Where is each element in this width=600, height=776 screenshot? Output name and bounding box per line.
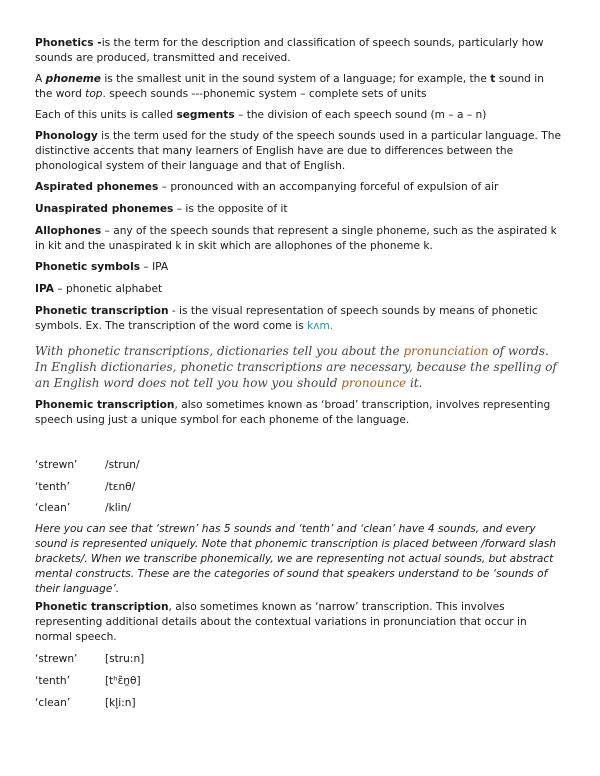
- paragraph-phonetic-transcription: Phonetic transcription - is the visual representation of speech sounds by means of phonetic symbols. Ex. The transcription of the word come is kʌm.: [35, 305, 538, 332]
- ipa-link[interactable]: kʌm.: [307, 320, 334, 332]
- paragraph-phonemic-transcription: Phonemic transcription, also sometimes known as ‘broad’ transcription, involves representing speech using just a unique symbol for each phoneme of the language.: [35, 399, 551, 426]
- paragraph-phonology: Phonology is the term used for the study of the speech sounds used in a particular language. The distinctive accents that many learners of English have are due to differences between the phonological system of their language and that of English.: [35, 130, 561, 172]
- paragraph-explanation: Here you can see that ‘strewn’ has 5 sounds and ‘tenth’ and ‘clean’ have 4 sounds, and every sound is represented uniquely. Note that phonemic transcription is placed between /forward slash brackets/. When we transcribe phonemically, we are representing not actual sounds, but abstract mental constructs. These are the categories of sound that speakers understand to be ‘sounds of their language’.: [35, 523, 556, 595]
- term: segments: [176, 109, 235, 121]
- paragraph-segments: Each of this units is called segments – the division of each speech sound (m – a – n): [35, 109, 487, 121]
- example-row: ‘strewn’ [stru:n]: [35, 653, 145, 665]
- term: phoneme: [45, 73, 101, 85]
- paragraph-narrow-transcription: Phonetic transcription, also sometimes known as ‘narrow’ transcription. This involves representing additional details about the contextual variations in pronunciation that occur in normal speech.: [35, 601, 527, 643]
- example-row: ‘tenth’ /tɛnθ/: [35, 481, 136, 493]
- term: Phonetic transcription: [35, 601, 169, 613]
- paragraph-ipa: IPA – phonetic alphabet: [35, 283, 163, 295]
- term: Unaspirated phonemes: [35, 203, 174, 215]
- term: Allophones: [35, 225, 102, 237]
- pronunciation-link[interactable]: pronunciation: [403, 344, 489, 358]
- paragraph-unaspirated: Unaspirated phonemes – is the opposite of it: [35, 203, 288, 215]
- example-row: ‘strewn’ /strun/: [35, 459, 140, 471]
- term: Phonetics -: [35, 37, 102, 49]
- example-row: ‘tenth’ [tʰɛ̃n̪θ]: [35, 675, 141, 687]
- pronounce-link[interactable]: pronounce: [341, 376, 407, 390]
- paragraph-aspirated: Aspirated phonemes – pronounced with an accompanying forceful of expulsion of air: [35, 181, 499, 193]
- paragraph-phonetic-symbols: Phonetic symbols – IPA: [35, 261, 169, 273]
- paragraph-phoneme: A phoneme is the smallest unit in the sound system of a language; for example, the t sound in the word top. speech sounds ---phonemic system – complete sets of units: [35, 73, 544, 100]
- example-row: ‘clean’ /klin/: [35, 502, 131, 514]
- term: Phonemic transcription: [35, 399, 175, 411]
- term: Phonology: [35, 130, 98, 142]
- term: Aspirated phonemes: [35, 181, 159, 193]
- paragraph-allophones: Allophones – any of the speech sounds that represent a single phoneme, such as the aspirated k in kit and the unaspirated k in skit which are allophones of the phoneme k.: [35, 225, 557, 252]
- term: IPA: [35, 283, 54, 295]
- quote-dictionaries: With phonetic transcriptions, dictionaries tell you about the pronunciation of words. In English dictionaries, phonetic transcriptions are necessary, because the spelling of an English word does not tell you how you should pronounce it.: [35, 344, 557, 390]
- example-row: ‘clean’ [kl̥i:n]: [35, 697, 136, 709]
- term: Phonetic transcription: [35, 305, 169, 317]
- term: Phonetic symbols: [35, 261, 141, 273]
- paragraph-phonetics: Phonetics -is the term for the description and classification of speech sounds, particularly how sounds are produced, transmitted and received.: [35, 37, 544, 64]
